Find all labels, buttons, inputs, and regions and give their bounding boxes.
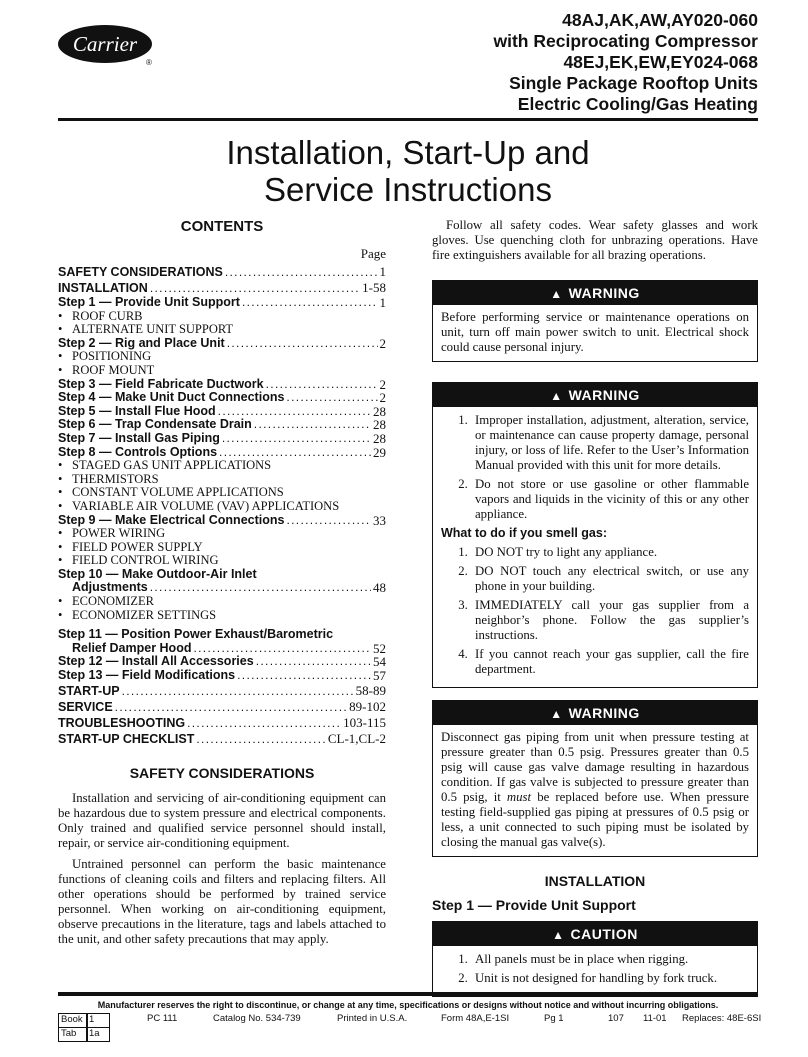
toc-leader-dots (237, 669, 371, 683)
bullet-icon: • (58, 539, 63, 554)
bullet-icon: • (58, 308, 63, 323)
book-value-cell (86, 1013, 110, 1028)
toc-subitem (58, 323, 386, 337)
bullet-icon: • (58, 485, 63, 500)
toc-entry-label: Step 13 — Field Modifications (58, 668, 236, 683)
toc-page-number: 48 (373, 580, 386, 596)
logo-wordmark: Carrier (72, 32, 138, 56)
toc-leader-dots (193, 642, 371, 656)
safety-heading: SAFETY CONSIDERATIONS (129, 764, 315, 781)
bullet-icon: • (58, 594, 63, 609)
toc-subitem (58, 595, 386, 609)
footer-form: Form 48A,E-1SI (441, 1013, 510, 1024)
toc-entry (58, 731, 386, 747)
step1-heading: Step 1 — Provide Unit Support (432, 897, 636, 913)
toc-entry-label: Step 7 — Install Gas Piping (58, 430, 220, 445)
toc-entry-label: Adjustments (72, 580, 148, 595)
toc-leader-dots (225, 264, 378, 280)
toc-entry-label: Step 3 — Field Fabricate Ductwork (58, 376, 264, 391)
footer-notice: Manufacturer reserves the right to discontinue, or change at any time, specifications or designs without notice and without incurring obligations. (97, 1000, 719, 1010)
toc-subitem-label: POWER WIRING (72, 526, 166, 541)
toc-subitem (58, 350, 386, 364)
toc-entry (58, 280, 386, 296)
smell-gas-item: 4. If you cannot reach your gas supplier, call the fire department. (471, 647, 749, 677)
installation-heading: INSTALLATION (544, 873, 646, 889)
toc-entry-label: TROUBLESHOOTING (58, 715, 186, 730)
toc-entry (58, 337, 386, 351)
footer-replaces: Replaces: 48E-6SI (682, 1013, 762, 1024)
caution-content (433, 946, 757, 996)
title-line-2: Service Instructions (264, 171, 552, 208)
book-label-cell (58, 1013, 88, 1028)
book-value: 1 (89, 1014, 95, 1025)
header-rule (58, 118, 758, 121)
page-column-label: Page (360, 246, 386, 261)
toc-entry (58, 642, 386, 656)
toc-entry-label: Step 1 — Provide Unit Support (58, 295, 240, 309)
footer-catalog: Catalog No. 534-739 (213, 1013, 301, 1024)
warning-header (433, 701, 757, 725)
toc-entry-label: Step 12 — Install All Accessories (58, 654, 254, 669)
toc-entry-label: START-UP CHECKLIST (58, 731, 195, 746)
tab-value-cell (86, 1027, 110, 1042)
bullet-icon: • (58, 553, 63, 568)
toc-leader-dots (187, 715, 341, 731)
warning-list (441, 413, 749, 522)
toc-entry (58, 264, 386, 280)
toc-subitem-label: VARIABLE AIR VOLUME (VAV) APPLICATIONS (72, 498, 340, 513)
toc-page-number: 1 (379, 295, 386, 310)
footer-rule (58, 992, 758, 996)
smell-gas-item: 1. DO NOT try to light any appliance. (471, 545, 749, 560)
toc-subitem (58, 609, 386, 623)
warning-header (433, 383, 757, 407)
toc-page-number: 33 (373, 512, 386, 528)
footer-page: Pg 1 (544, 1013, 564, 1024)
toc-subitem-label: FIELD POWER SUPPLY (72, 539, 203, 554)
table-of-contents (58, 264, 386, 747)
toc-page-number: 28 (373, 403, 386, 419)
toc-subitem-label: ALTERNATE UNIT SUPPORT (72, 322, 234, 337)
toc-leader-dots (256, 655, 371, 669)
toc-page-number: 89-102 (349, 698, 386, 714)
bullet-icon: • (58, 362, 63, 377)
warning-text-emphasis: must (506, 790, 532, 804)
toc-subitem-label: FIELD CONTROL WIRING (72, 553, 219, 568)
toc-entry (58, 669, 386, 683)
toc-subitem-label: ECONOMIZER (72, 594, 154, 609)
toc-leader-dots (219, 446, 371, 460)
toc-subitem (58, 310, 386, 324)
warning-header (433, 281, 757, 305)
toc-leader-dots (150, 280, 360, 296)
toc-entry (58, 655, 386, 669)
warning-content (433, 407, 757, 687)
toc-page-number: 1-58 (362, 280, 386, 295)
toc-subitem-label: ROOF CURB (72, 308, 143, 323)
toc-leader-dots (122, 683, 354, 699)
bullet-icon: • (58, 458, 63, 473)
caution-list-item: 1. All panels must be in place when rigging. (471, 952, 749, 967)
caution-header (433, 922, 757, 946)
model-line: 48AJ,AK,AW,AY020-060 (562, 10, 758, 30)
warning-box-electrical (432, 280, 758, 362)
model-line: with Reciprocating Compressor (493, 31, 758, 51)
caution-list-item: 2. Unit is not designed for handling by fork truck. (471, 971, 749, 986)
footer-code: 107 (608, 1013, 624, 1024)
caution-list (441, 952, 749, 986)
toc-leader-dots (227, 337, 378, 351)
toc-subitem (58, 554, 386, 568)
toc-entry-label: Step 11 — Position Power Exhaust/Barometric (58, 627, 334, 642)
caution-box (432, 921, 758, 997)
toc-leader-dots (242, 296, 378, 310)
tab-label-cell (58, 1027, 88, 1042)
toc-entry-label: Step 8 — Controls Options (58, 444, 218, 459)
toc-entry-label: Step 2 — Rig and Place Unit (58, 335, 225, 350)
toc-entry (58, 715, 386, 731)
toc-entry-label: Relief Damper Hood (72, 640, 192, 655)
footer-printed: Printed in U.S.A. (337, 1013, 408, 1024)
toc-subitem (58, 473, 386, 487)
toc-page-number: 58-89 (355, 682, 386, 698)
warning-title: WARNING (568, 387, 640, 403)
safety-paragraph-1: Installation and servicing of air-conditioning equipment can be hazardous due to system pressure and electrical components. Only trained and qualified service personnel should install, repair, or service air-conditioning equipment. (58, 790, 386, 850)
toc-entry (58, 699, 386, 715)
toc-entry (58, 683, 386, 699)
smell-gas-list (441, 545, 749, 677)
toc-entry (58, 418, 386, 432)
bullet-icon: • (58, 349, 63, 364)
toc-leader-dots (222, 432, 371, 446)
smell-gas-item: 3. IMMEDIATELY call your gas supplier from a neighbor’s phone. Follow the gas supplier’s instructions. (471, 598, 749, 643)
contents-heading: CONTENTS (180, 218, 264, 235)
toc-entry-label: Step 10 — Make Outdoor-Air Inlet (58, 566, 257, 581)
toc-entry-label: START-UP (58, 683, 120, 698)
warning-text-part: be replaced before use. When pressure testing field-supplied gas piping at pressures of 0.5 psig or less, a unit connected to such piping must be isolated by closing the manual gas valve(s). (441, 790, 749, 849)
document-title (58, 134, 758, 208)
toc-entry (58, 391, 386, 405)
model-line: Electric Cooling/Gas Heating (517, 94, 758, 114)
bullet-icon: • (58, 526, 63, 541)
toc-page-number: 52 (373, 640, 386, 656)
footer-pc: PC 111 (147, 1013, 178, 1024)
toc-entry (58, 405, 386, 419)
smell-gas-heading: What to do if you smell gas: (441, 526, 607, 540)
toc-leader-dots (150, 581, 371, 595)
toc-entry-label: Step 9 — Make Electrical Connections (58, 512, 285, 527)
toc-entry (58, 296, 386, 310)
toc-subitem (58, 500, 386, 514)
warning-text (433, 725, 757, 856)
toc-subitem (58, 541, 386, 555)
toc-leader-dots (286, 391, 377, 405)
warning-list-item: 2. Do not store or use gasoline or other flammable vapors and liquids in the vicinity of this or any other appliance. (471, 477, 749, 522)
toc-page-number: 2 (379, 335, 386, 351)
toc-entry-label: Step 5 — Install Flue Hood (58, 403, 216, 418)
product-header (494, 10, 759, 115)
caution-title: CAUTION (570, 926, 638, 942)
toc-page-number: 54 (373, 654, 386, 670)
toc-page-number: 28 (373, 417, 386, 433)
right-column (432, 218, 758, 997)
toc-entry (58, 581, 386, 595)
toc-page-number: 57 (373, 668, 386, 684)
toc-entry-label: SERVICE (58, 699, 113, 714)
toc-entry-label: Step 4 — Make Unit Duct Connections (58, 390, 285, 405)
bullet-icon: • (58, 498, 63, 513)
bullet-icon: • (58, 607, 63, 622)
toc-page-number: 2 (379, 376, 386, 392)
toc-entry (58, 432, 386, 446)
footer-date: 11-01 (643, 1013, 667, 1024)
carrier-logo (58, 25, 158, 69)
toc-subitem-label: ROOF MOUNT (72, 362, 155, 377)
toc-subitem-label: STAGED GAS UNIT APPLICATIONS (72, 458, 272, 473)
safety-paragraph-3: Follow all safety codes. Wear safety glasses and work gloves. Use quenching cloth for unbrazing operations. Have fire extinguishers available for all brazing operations. (432, 218, 758, 262)
toc-subitem (58, 459, 386, 473)
warning-triangle-icon: ▲ (550, 287, 563, 301)
toc-page-number: 28 (373, 430, 386, 446)
tab-value: 1a (89, 1028, 100, 1039)
safety-paragraph-2: Untrained personnel can perform the basic maintenance functions of cleaning coils and filters and replacing filters. All other operations should be performed by trained service personnel. When working on air-conditioning equipment, observe precautions in the literature, tags and labels attached to the unit, and other safety precautions that may apply. (58, 856, 386, 946)
model-line: Single Package Rooftop Units (509, 73, 758, 93)
bullet-icon: • (58, 471, 63, 486)
tab-label: Tab (61, 1028, 77, 1039)
toc-leader-dots (218, 405, 371, 419)
toc-page-number: 1 (379, 264, 386, 279)
toc-entry (58, 446, 386, 460)
warning-title: WARNING (568, 285, 640, 301)
toc-page-number: CL-1,CL-2 (327, 730, 386, 746)
caution-triangle-icon: ▲ (552, 928, 565, 942)
book-label: Book (61, 1014, 83, 1025)
toc-entry (58, 378, 386, 392)
warning-triangle-icon: ▲ (550, 389, 563, 403)
bullet-icon: • (58, 322, 63, 337)
registered-mark: ® (146, 58, 152, 67)
toc-entry-label: Step 6 — Trap Condensate Drain (58, 417, 252, 432)
toc-leader-dots (115, 699, 348, 715)
warning-list-item: 1. Improper installation, adjustment, alteration, service, or maintenance can cause property damage, personal injury, or loss of life. Refer to the User’s Information Manual provided with this unit for more details. (471, 413, 749, 473)
title-line-1: Installation, Start-Up and (226, 134, 590, 171)
toc-subitem (58, 486, 386, 500)
warning-title: WARNING (568, 705, 640, 721)
toc-entry-label: SAFETY CONSIDERATIONS (58, 265, 223, 279)
warning-box-pressure (432, 700, 758, 857)
warning-text-part: Disconnect gas piping from unit when pressure testing at pressure greater than 0.5 psig. Pressures greater than 0.5 psig will cause gas valve damage resulting in hazardous condition. If gas valve is subjected to pressure greater than 0.5 psig, it (441, 730, 749, 804)
toc-page-number: 29 (373, 444, 386, 460)
toc-subitem-label: CONSTANT VOLUME APPLICATIONS (72, 485, 284, 500)
toc-entry (58, 514, 386, 528)
toc-subitem (58, 527, 386, 541)
toc-page-number: 2 (379, 390, 386, 406)
toc-entry-label: INSTALLATION (58, 281, 148, 295)
warning-triangle-icon: ▲ (550, 707, 563, 721)
warning-text: Before performing service or maintenance operations on unit, turn off main power switch to unit. Electrical shock could cause personal injury. (441, 310, 749, 354)
toc-subitem (58, 364, 386, 378)
toc-leader-dots (254, 418, 371, 432)
toc-page-number: 103-115 (343, 714, 386, 730)
toc-subitem-label: THERMISTORS (72, 471, 159, 486)
toc-leader-dots (266, 378, 378, 392)
smell-gas-item: 2. DO NOT touch any electrical switch, or use any phone in your building. (471, 564, 749, 594)
toc-leader-dots (196, 731, 326, 747)
toc-subitem-label: POSITIONING (72, 349, 152, 364)
toc-subitem-label: ECONOMIZER SETTINGS (72, 607, 217, 622)
left-column (58, 218, 386, 953)
toc-leader-dots (286, 514, 371, 528)
warning-box-gas (432, 382, 758, 688)
model-line: 48EJ,EK,EW,EY024-068 (563, 52, 758, 72)
